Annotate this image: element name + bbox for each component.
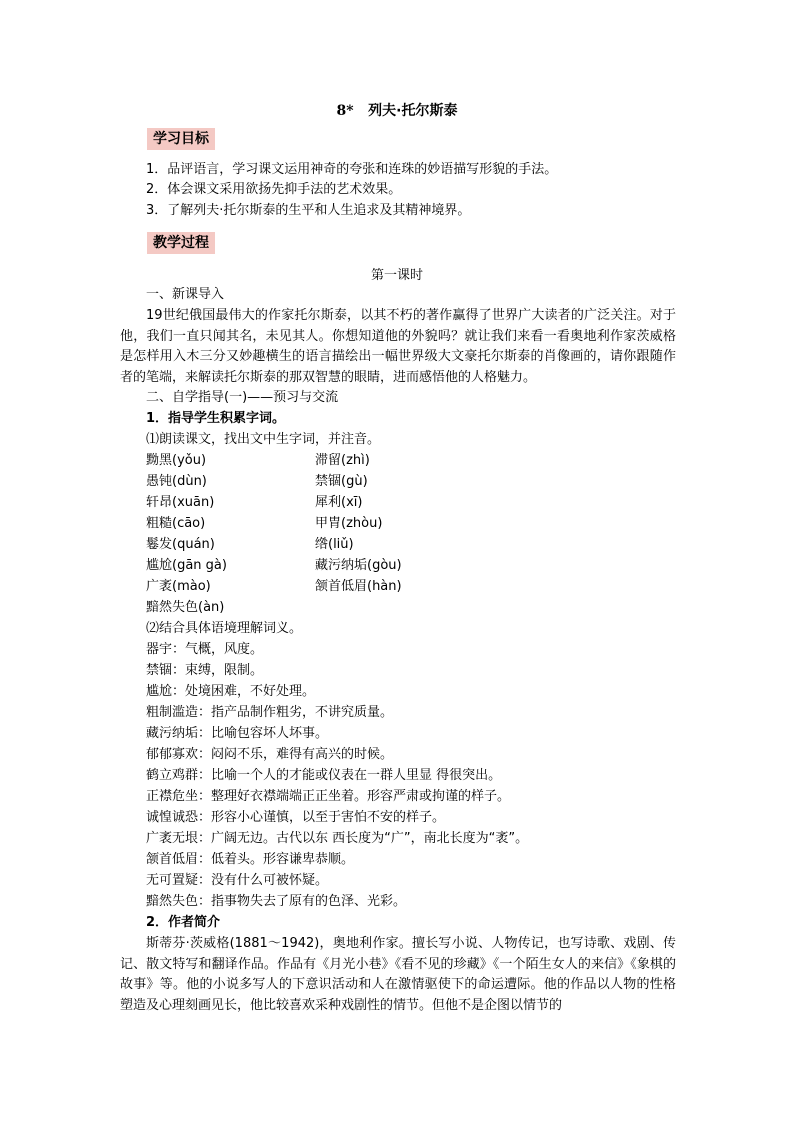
item-heading-author: 2．作者简介: [146, 915, 221, 930]
definition-item: 广袤无垠：广阔无边。古代以东 西长度为“广”，南北长度为“袤”。: [146, 831, 529, 846]
word-left: 黯然失色(àn): [146, 600, 225, 615]
author-paragraph: 斯蒂芬·茨威格(1881～1942)，奥地利作家。擅长写小说、人物传记，也写诗歌、戏剧、传记、散文特写和翻译作品。作品有《月光小巷》《看不见的珍藏》《一个陌生女人的来信》《象棋的故事》等。他的小说多写人的下意识活动和人在激情驱使下的命运遭际。他的作品以人物的性格塑造及心理刻画见长，他比较喜欢采种戏剧性的情节。但他不是企图以情节的: [120, 936, 676, 1013]
definition-item: 器宇：气概，风度。: [146, 642, 264, 657]
word-right: 禁锢(gù): [315, 474, 368, 489]
word-right: 颔首低眉(hàn): [315, 579, 402, 594]
word-right: 绺(liǔ): [315, 537, 354, 552]
word-right: 藏污纳垢(gòu): [315, 558, 402, 573]
section-tag-goals: 学习目标: [147, 128, 215, 150]
lesson-number: 8*: [336, 103, 354, 119]
definition-item: 禁锢：束缚，限制。: [146, 663, 264, 678]
word-right: 犀利(xī): [315, 495, 363, 510]
definition-item: 粗制滥造：指产品制作粗劣，不讲究质量。: [146, 705, 394, 720]
word-left: 广袤(mào): [146, 579, 211, 594]
word-left: 鬈发(quán): [146, 537, 215, 552]
definition-item: 颔首低眉：低着头。形容谦卑恭顺。: [146, 852, 355, 867]
goal-item: 1．品评语言，学习课文运用神奇的夸张和连珠的妙语描写形貌的手法。: [146, 162, 558, 177]
part-heading-intro: 一、新课导入: [146, 287, 225, 302]
word-left: 尴尬(gān gà): [146, 558, 227, 573]
intro-paragraph: 19世纪俄国最伟大的作家托尔斯泰，以其不朽的著作赢得了世界广大读者的广泛关注。对于他，我们一直只闻其名，未见其人。你想知道他的外貌吗？就让我们来看一看奥地利作家茨威格是怎样用入木三分又妙趣横生的语言描绘出一幅世界级大文豪托尔斯泰的肖像画的，请你跟随作者的笔端，来解读托尔斯泰的那双智慧的眼睛，进而感悟他的人格魅力。: [120, 308, 676, 385]
sub-item-meaning: ⑵结合具体语境理解词义。: [146, 621, 303, 636]
definition-item: 郁郁寡欢：闷闷不乐，难得有高兴的时候。: [146, 747, 394, 762]
definition-item: 黯然失色：指事物失去了原有的色泽、光彩。: [146, 894, 407, 909]
item-heading-words: 1．指导学生积累字词。: [146, 411, 286, 426]
lesson-title: [0, 100, 794, 120]
word-left: 轩昂(xuān): [146, 495, 215, 510]
lesson-period: 第一课时: [370, 268, 423, 283]
lesson-name: 列夫·托尔斯泰: [368, 103, 458, 119]
definition-item: 尴尬：处境困难，不好处理。: [146, 684, 316, 699]
definition-item: 正襟危坐：整理好衣襟端端正正坐着。形容严肃或拘谨的样子。: [146, 789, 511, 804]
word-right: 滞留(zhì): [315, 453, 370, 468]
definition-item: 无可置疑：没有什么可被怀疑。: [146, 873, 329, 888]
word-left: 黝黑(yǒu): [146, 453, 207, 468]
word-left: 粗糙(cāo): [146, 516, 206, 531]
word-left: 愚钝(dùn): [146, 474, 207, 489]
word-right: 甲胄(zhòu): [315, 516, 383, 531]
goal-item: 2．体会课文采用欲扬先抑手法的艺术效果。: [146, 182, 402, 197]
section-tag-process: 教学过程: [147, 232, 215, 254]
goal-item: 3．了解列夫·托尔斯泰的生平和人生追求及其精神境界。: [146, 203, 471, 218]
definition-item: 鹤立鸡群：比喻一个人的才能或仪表在一群人里显 得很突出。: [146, 768, 502, 783]
part-heading-selfstudy: 二、自学指导(一)——预习与交流: [146, 390, 339, 405]
sub-item-pronunciation: ⑴朗读课文，找出文中生字词，并注音。: [146, 432, 381, 447]
definition-item: 藏污纳垢：比喻包容坏人坏事。: [146, 726, 329, 741]
definition-item: 诚惶诚恐：形容小心谨慎，以至于害怕不安的样子。: [146, 810, 446, 825]
